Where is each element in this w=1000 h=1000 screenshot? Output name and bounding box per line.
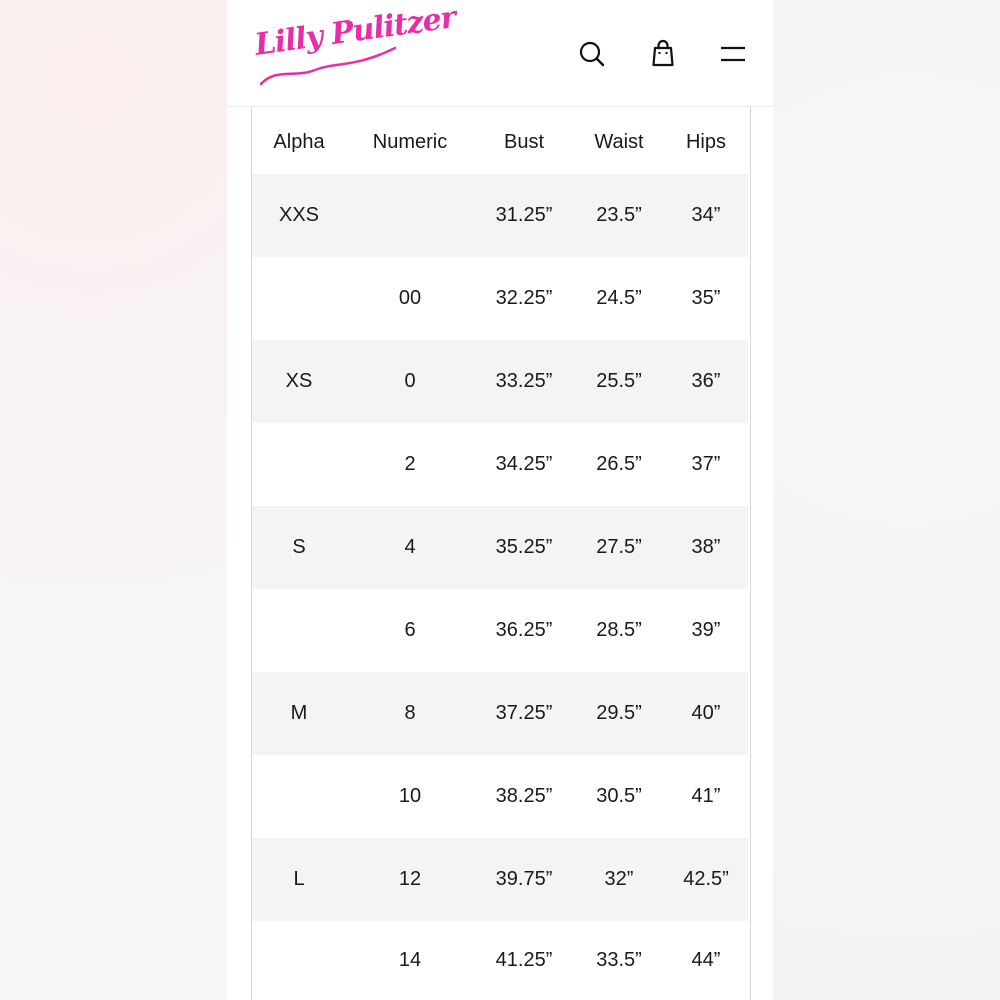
cell-bust: 36.25” xyxy=(495,619,553,641)
search-icon xyxy=(574,36,610,72)
background-right xyxy=(773,0,1000,1000)
cell-numeric: 8 xyxy=(404,702,416,724)
cell-waist: 33.5” xyxy=(596,949,642,971)
table-row xyxy=(252,921,748,1000)
table-row xyxy=(252,838,748,921)
cell-alpha: M xyxy=(290,702,308,724)
table-row xyxy=(252,423,748,506)
cell-hips: 38” xyxy=(691,536,721,558)
cell-numeric: 6 xyxy=(404,619,416,641)
cell-waist: 27.5” xyxy=(596,536,642,558)
cell-hips: 34” xyxy=(691,204,721,226)
mobile-page xyxy=(227,0,773,1000)
table-row xyxy=(252,589,748,672)
table-header-row xyxy=(252,107,748,174)
cell-numeric: 00 xyxy=(398,287,422,309)
cell-waist: 26.5” xyxy=(596,453,642,475)
cell-alpha: XS xyxy=(285,370,313,392)
cell-numeric: 14 xyxy=(398,949,422,971)
cell-numeric: 2 xyxy=(404,453,416,475)
size-chart-table xyxy=(251,107,751,1000)
cell-numeric: 4 xyxy=(404,536,416,558)
cell-bust: 31.25” xyxy=(495,204,553,226)
cell-numeric: 10 xyxy=(398,785,422,807)
cell-waist: 28.5” xyxy=(596,619,642,641)
shopping-bag-icon xyxy=(645,36,681,72)
cell-alpha: S xyxy=(292,536,306,558)
table-row xyxy=(252,257,748,340)
column-header-waist: Waist xyxy=(594,131,644,153)
cell-hips: 35” xyxy=(691,287,721,309)
column-header-alpha: Alpha xyxy=(273,131,325,153)
table-row xyxy=(252,506,748,589)
cell-hips: 42.5” xyxy=(683,868,729,890)
cell-hips: 41” xyxy=(691,785,721,807)
cell-hips: 40” xyxy=(691,702,721,724)
cell-alpha: XXS xyxy=(278,204,320,226)
cell-hips: 36” xyxy=(691,370,721,392)
logo-text: Lilly Pulitzer xyxy=(252,0,458,63)
cell-bust: 32.25” xyxy=(495,287,553,309)
brand-logo[interactable] xyxy=(252,0,458,94)
cell-hips: 37” xyxy=(691,453,721,475)
cell-bust: 37.25” xyxy=(495,702,553,724)
cell-waist: 30.5” xyxy=(596,785,642,807)
cell-bust: 33.25” xyxy=(495,370,553,392)
table-row xyxy=(252,672,748,755)
cell-waist: 24.5” xyxy=(596,287,642,309)
column-header-hips: Hips xyxy=(685,131,726,153)
cell-hips: 39” xyxy=(691,619,721,641)
cell-waist: 25.5” xyxy=(596,370,642,392)
column-header-bust: Bust xyxy=(503,131,545,153)
background-left xyxy=(0,0,227,1000)
cell-bust: 34.25” xyxy=(495,453,553,475)
cell-numeric: 12 xyxy=(398,868,422,890)
hamburger-menu-icon xyxy=(715,36,751,72)
table-row xyxy=(252,340,748,423)
search-button[interactable] xyxy=(574,36,610,72)
site-header xyxy=(227,0,773,107)
cell-bust: 35.25” xyxy=(495,536,553,558)
cell-waist: 32” xyxy=(604,868,634,890)
table-row xyxy=(252,174,748,257)
cell-bust: 38.25” xyxy=(495,785,553,807)
cell-hips: 44” xyxy=(691,949,721,971)
cell-bust: 39.75” xyxy=(495,868,553,890)
cell-waist: 29.5” xyxy=(596,702,642,724)
menu-button[interactable] xyxy=(715,36,751,72)
cell-alpha: L xyxy=(293,868,305,890)
shopping-bag-button[interactable] xyxy=(645,36,681,72)
table-row xyxy=(252,755,748,838)
cell-bust: 41.25” xyxy=(495,949,553,971)
column-header-numeric: Numeric xyxy=(372,131,448,153)
cell-numeric: 0 xyxy=(404,370,416,392)
cell-waist: 23.5” xyxy=(596,204,642,226)
